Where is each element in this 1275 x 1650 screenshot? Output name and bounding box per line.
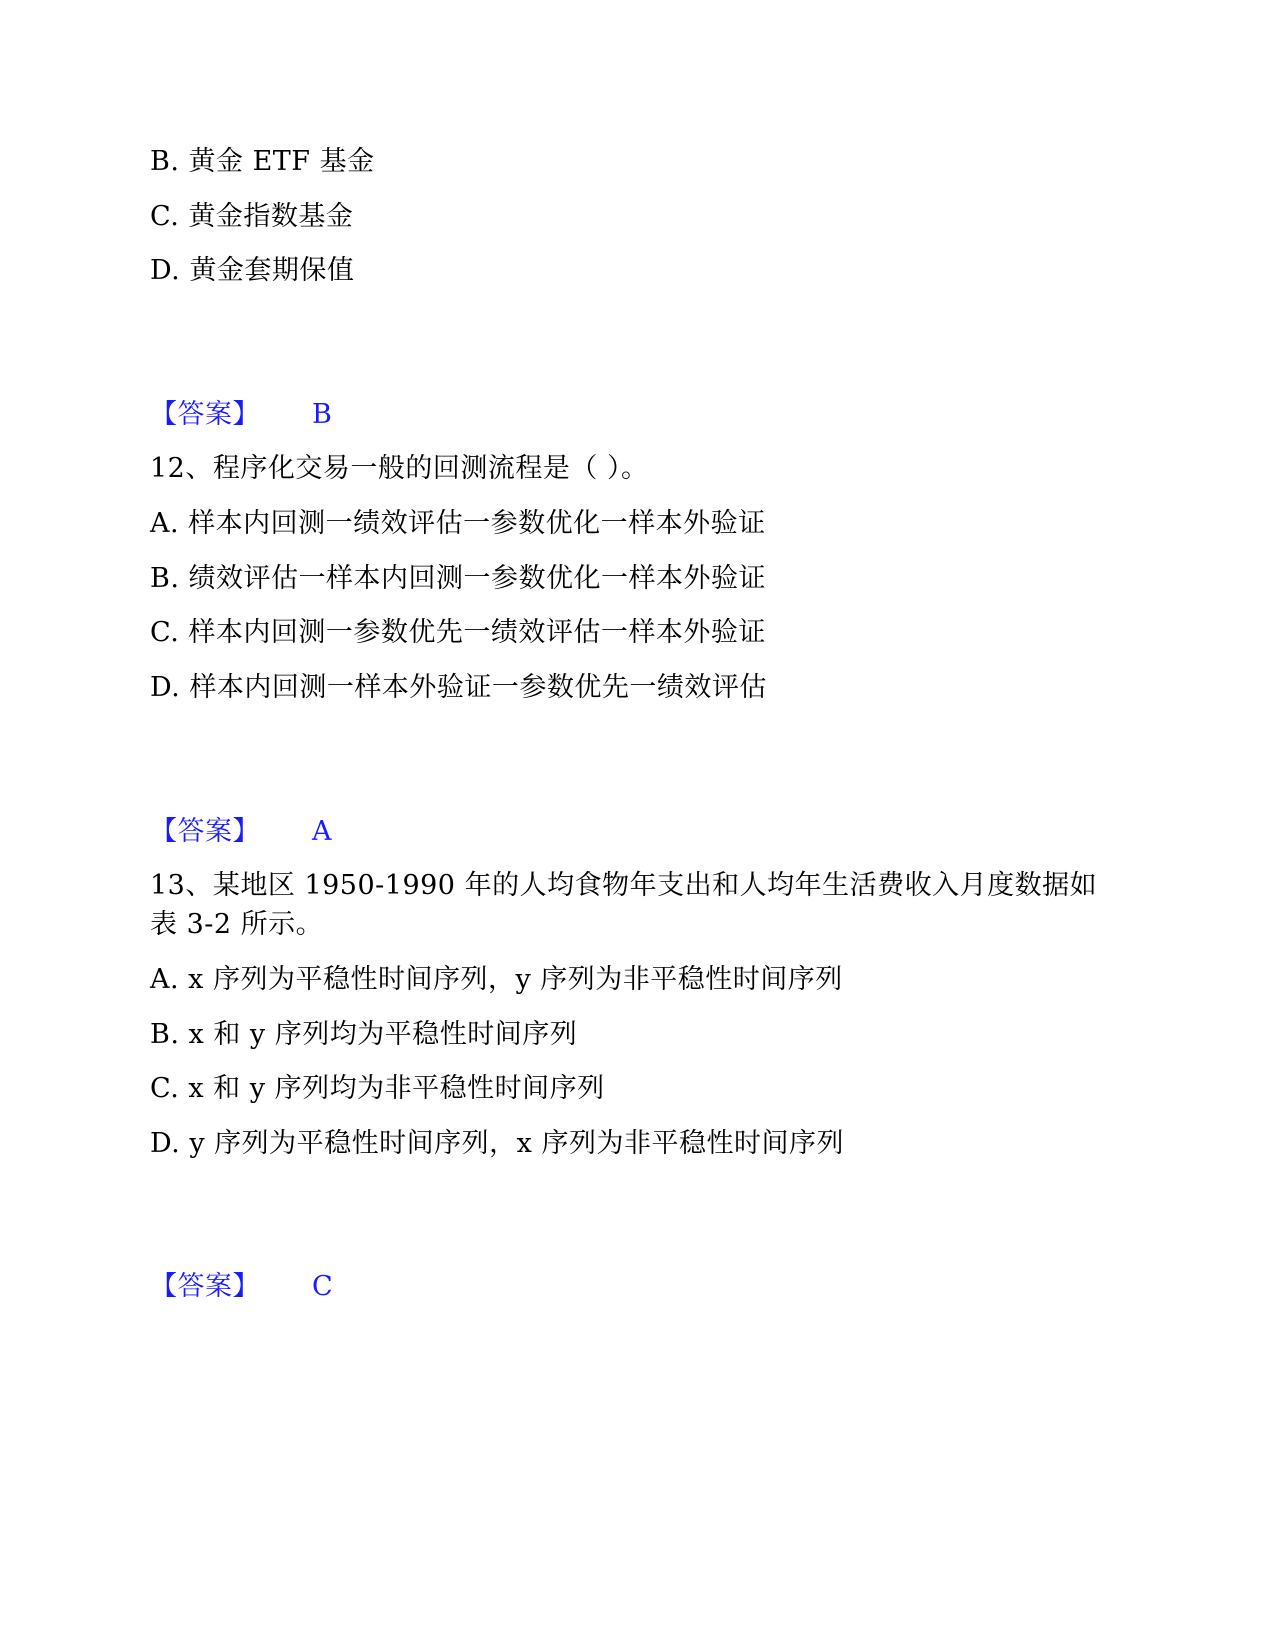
answer-label: 【答案】 bbox=[150, 399, 260, 430]
q12-answer bbox=[150, 815, 332, 849]
q13-option-b: B. x 和 y 序列均为平稳性时间序列 bbox=[150, 1019, 578, 1050]
answer-label: 【答案】 bbox=[150, 816, 260, 847]
q12-question: 12、程序化交易一般的回测流程是（ ）。 bbox=[150, 453, 649, 484]
q12-option-a: A. 样本内回测一绩效评估一参数优化一样本外验证 bbox=[150, 508, 766, 539]
q13-option-c: C. x 和 y 序列均为非平稳性时间序列 bbox=[150, 1073, 605, 1104]
q11-answer bbox=[150, 398, 332, 432]
answer-value: C bbox=[312, 1271, 334, 1302]
q12-option-d: D. 样本内回测一样本外验证一参数优先一绩效评估 bbox=[150, 672, 767, 703]
q11-option-c: C. 黄金指数基金 bbox=[150, 201, 354, 232]
q13-question-line2: 表 3-2 所示。 bbox=[150, 909, 324, 940]
q13-answer bbox=[150, 1270, 333, 1304]
q12-option-b: B. 绩效评估一样本内回测一参数优化一样本外验证 bbox=[150, 563, 767, 594]
q12-option-c: C. 样本内回测一参数优先一绩效评估一样本外验证 bbox=[150, 617, 766, 648]
answer-value: B bbox=[312, 399, 333, 430]
q11-option-d: D. 黄金套期保值 bbox=[150, 255, 355, 286]
q13-option-a: A. x 序列为平稳性时间序列，y 序列为非平稳性时间序列 bbox=[150, 964, 843, 995]
answer-label: 【答案】 bbox=[150, 1271, 260, 1302]
q13-option-d: D. y 序列为平稳性时间序列，x 序列为非平稳性时间序列 bbox=[150, 1128, 844, 1159]
answer-value: A bbox=[312, 816, 332, 847]
q11-option-b: B. 黄金 ETF 基金 bbox=[150, 146, 375, 177]
q13-question-line1: 13、某地区 1950-1990 年的人均食物年支出和人均年生活费收入月度数据如 bbox=[150, 870, 1098, 901]
